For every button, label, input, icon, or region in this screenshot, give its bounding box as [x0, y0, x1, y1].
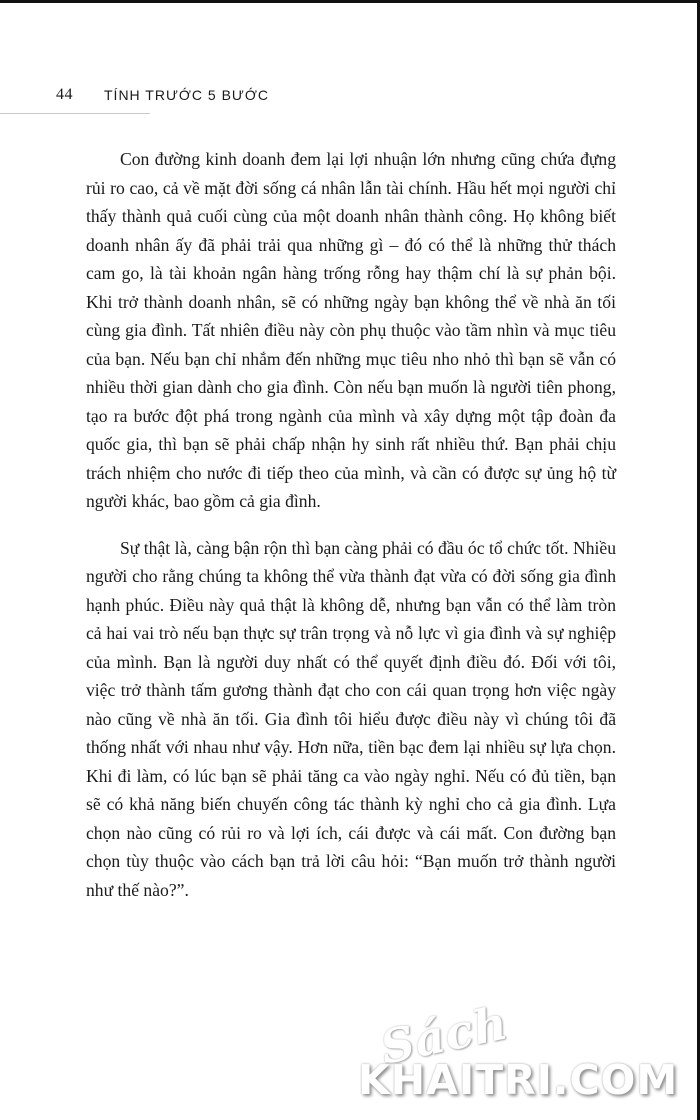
header-rule: [0, 113, 150, 114]
watermark-script-text: Sách: [375, 995, 513, 1075]
body-text: [86, 145, 616, 922]
watermark-main-text: KHAITRI.COM: [358, 1056, 679, 1104]
paragraph: Sự thật là, càng bận rộn thì bạn càng phải có đầu óc tổ chức tốt. Nhiều người cho rằng chúng ta không thể vừa thành đạt vừa có đời sống gia đình hạnh phúc. Điều này quả thật là không dễ, nhưng bạn vẫn có thể làm tròn cả hai vai trò nếu bạn thực sự trân trọng và nỗ lực vì gia đình và sự nghiệp của mình. Bạn là người duy nhất có thể quyết định điều đó. Đối với tôi, việc trở thành tấm gương thành đạt cho con cái quan trọng hơn việc ngày nào cũng về nhà ăn tối. Gia đình tôi hiểu được điều này vì chúng tôi đã thống nhất với nhau như vậy. Hơn nữa, tiền bạc đem lại nhiều sự lựa chọn. Khi đi làm, có lúc bạn sẽ phải tăng ca vào ngày nghỉ. Nếu có đủ tiền, bạn sẽ có khả năng biến chuyến công tác thành kỳ nghỉ cho cả gia đình. Lựa chọn nào cũng có rủi ro và lợi ích, cái được và cái mất. Con đường bạn chọn tùy thuộc vào cách bạn trả lời câu hỏi: “Bạn muốn trở thành người như thế nào?”.: [86, 537, 616, 900]
running-title: TÍNH TRƯỚC 5 BƯỚC: [104, 87, 270, 103]
watermark-logo: [350, 995, 690, 1110]
paragraph: Con đường kinh doanh đem lại lợi nhuận lớn nhưng cũng chứa đựng rủi ro cao, cả về mặt đời sống cá nhân lẫn tài chính. Hầu hết mọi người chỉ thấy thành quả cuối cùng của một doanh nhân thành công. Họ không biết doanh nhân ấy đã phải trải qua những gì – đó có thể là những thử thách cam go, là tài khoản ngân hàng trống rỗng hay thậm chí là sự phản bội. Khi trở thành doanh nhân, sẽ có những ngày bạn không thể về nhà ăn tối cùng gia đình. Tất nhiên điều này còn phụ thuộc vào tầm nhìn và mục tiêu của bạn. Nếu bạn chỉ nhắm đến những mục tiêu nho nhỏ thì bạn sẽ vẫn có nhiều thời gian dành cho gia đình. Còn nếu bạn muốn là người tiên phong, tạo ra bước đột phá trong ngành của mình và xây dựng một tập đoàn đa quốc gia, thì bạn sẽ phải chấp nhận hy sinh rất nhiều thứ. Bạn phải chịu trách nhiệm cho nước đi tiếp theo của mình, và cần có được sự ủng hộ từ người khác, bao gồm cả gia đình.: [86, 149, 616, 511]
page-border-top: [0, 0, 700, 3]
page-number: 44: [56, 86, 73, 103]
